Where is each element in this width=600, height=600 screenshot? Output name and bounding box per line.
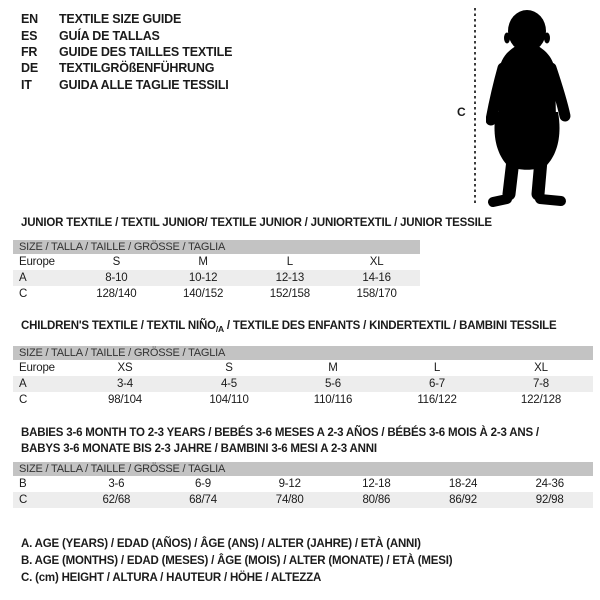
legend-line-b: B. AGE (MONTHS) / EDAD (MESES) / ÂGE (MOIS) / ALTER (MONATE) / ETÀ (MESI) xyxy=(21,555,453,567)
size-col: L xyxy=(433,362,441,374)
size-col: XL xyxy=(534,362,548,374)
region-label: Europe xyxy=(19,256,55,268)
language-label: GUIDA ALLE TAGLIE TESSILI xyxy=(59,77,229,92)
row-label: A xyxy=(19,378,27,390)
height-value: 128/140 xyxy=(96,288,137,300)
children-title-post: / TEXTILE DES ENFANTS / KINDERTEXTIL / BAMBINI TESSILE xyxy=(223,320,557,332)
size-col: S xyxy=(225,362,233,374)
language-row-es xyxy=(21,27,232,43)
children-size-table xyxy=(13,346,593,408)
size-col: M xyxy=(198,256,208,268)
language-row-en xyxy=(21,11,232,27)
babies-months-row xyxy=(13,476,593,492)
age-value: 14-16 xyxy=(362,272,391,284)
height-value: 74/80 xyxy=(275,494,304,506)
junior-size-header-bar: SIZE / TALLA / TAILLE / GRÖSSE / TAGLIA xyxy=(13,240,420,254)
language-label: TEXTILE SIZE GUIDE xyxy=(59,12,182,27)
months-value: 18-24 xyxy=(448,478,478,490)
height-value: 62/68 xyxy=(102,494,131,506)
age-value: 8-10 xyxy=(105,272,128,284)
age-value: 3-4 xyxy=(116,378,134,390)
months-value: 3-6 xyxy=(108,478,125,490)
children-title-pre: CHILDREN'S TEXTILE / TEXTIL NIÑO xyxy=(21,320,216,332)
age-value: 4-5 xyxy=(220,378,238,390)
junior-size-table xyxy=(13,240,420,302)
language-code: FR xyxy=(21,44,38,59)
language-label: GUÍA DE TALLAS xyxy=(59,28,160,43)
junior-age-row xyxy=(13,270,420,286)
babies-title-line2: BABYS 3-6 MONATE BIS 2-3 JAHRE / BAMBINI 3-6 MESI A 2-3 ANNI xyxy=(21,443,377,455)
legend-line-a: A. AGE (YEARS) / EDAD (AÑOS) / ÂGE (ANS) / ALTER (JAHRE) / ETÀ (ANNI) xyxy=(21,538,421,550)
size-col: XL xyxy=(369,256,384,268)
language-row-de xyxy=(21,60,232,76)
language-code: ES xyxy=(21,28,38,43)
row-label: C xyxy=(19,394,28,406)
children-title-sub: /A xyxy=(215,323,224,334)
row-label: A xyxy=(19,272,27,284)
language-row-fr xyxy=(21,44,232,60)
height-value: 152/158 xyxy=(269,288,310,300)
language-list xyxy=(21,11,232,93)
months-value: 6-9 xyxy=(194,478,212,490)
size-col: S xyxy=(112,256,121,268)
language-row-it xyxy=(21,77,232,93)
height-value: 68/74 xyxy=(189,494,217,506)
children-section-title xyxy=(21,318,556,334)
height-value: 86/92 xyxy=(449,494,477,506)
row-label: B xyxy=(19,478,27,490)
language-label: GUIDE DES TAILLES TEXTILE xyxy=(59,44,233,59)
baby-silhouette-icon xyxy=(486,8,574,208)
months-value: 24-36 xyxy=(535,478,564,490)
age-value: 7-8 xyxy=(532,378,550,390)
legend xyxy=(21,536,452,587)
row-label: C xyxy=(19,288,28,300)
children-size-header-bar: SIZE / TALLA / TAILLE / GRÖSSE / TAGLIA xyxy=(13,346,593,360)
height-value: 104/110 xyxy=(209,394,249,406)
height-value: 98/104 xyxy=(108,394,142,406)
children-height-row xyxy=(13,392,593,408)
babies-title-line1: BABIES 3-6 MONTH TO 2-3 YEARS / BEBÉS 3-6 MESES A 2-3 AÑOS / BÉBÉS 3-6 MOIS À 2-3 ANS / xyxy=(21,427,539,439)
height-value: 110/116 xyxy=(313,394,353,406)
height-dotted-line xyxy=(474,8,476,206)
age-value: 6-7 xyxy=(428,378,446,390)
size-col: M xyxy=(328,362,338,374)
height-value: 80/86 xyxy=(362,494,391,506)
height-value: 116/122 xyxy=(417,394,457,406)
row-label: C xyxy=(19,494,28,506)
size-col: XS xyxy=(117,362,133,374)
age-value: 12-13 xyxy=(275,272,305,284)
children-header-row xyxy=(13,360,593,376)
junior-height-row xyxy=(13,286,420,302)
size-col: L xyxy=(286,256,293,268)
height-value: 158/170 xyxy=(356,288,397,300)
region-label: Europe xyxy=(19,362,55,374)
language-code: IT xyxy=(21,77,32,92)
age-value: 5-6 xyxy=(324,378,342,390)
babies-height-row xyxy=(13,492,593,508)
babies-section-title xyxy=(21,425,539,457)
language-code: DE xyxy=(21,61,38,76)
months-value: 12-18 xyxy=(362,478,391,490)
height-measure-label: C xyxy=(457,105,466,119)
height-value: 122/128 xyxy=(520,394,562,406)
age-value: 10-12 xyxy=(188,272,218,284)
babies-size-table xyxy=(13,462,593,508)
children-age-row xyxy=(13,376,593,392)
language-code: EN xyxy=(21,12,38,27)
babies-size-header-bar: SIZE / TALLA / TAILLE / GRÖSSE / TAGLIA xyxy=(13,462,593,476)
language-label: TEXTILGRÖßENFÜHRUNG xyxy=(59,61,215,76)
legend-line-c: C. (cm) HEIGHT / ALTURA / HAUTEUR / HÖHE / ALTEZZA xyxy=(21,572,322,584)
height-value: 140/152 xyxy=(183,288,224,300)
height-value: 92/98 xyxy=(535,494,564,506)
months-value: 9-12 xyxy=(278,478,301,490)
junior-header-row xyxy=(13,254,420,270)
junior-section-title: JUNIOR TEXTILE / TEXTIL JUNIOR/ TEXTILE JUNIOR / JUNIORTEXTIL / JUNIOR TESSILE xyxy=(21,217,492,229)
